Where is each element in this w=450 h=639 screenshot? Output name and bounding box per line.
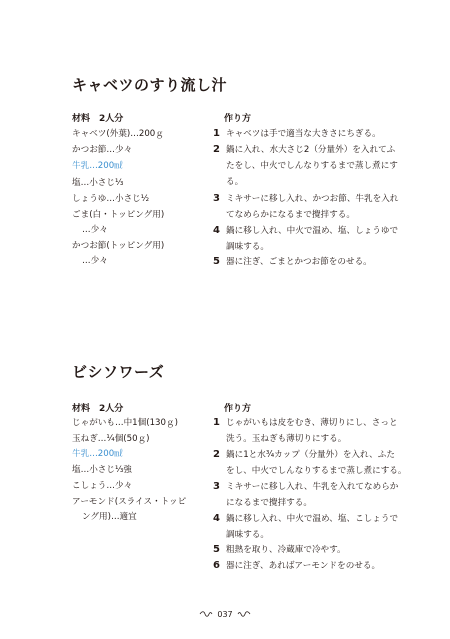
step-number: 1: [213, 128, 220, 139]
method-header: 作り方: [224, 404, 252, 414]
step-text: 鍋に移し入れ、中火で温め、塩、しょうゆで: [226, 226, 399, 236]
ingredient-item: 玉ねぎ…¼個(50ｇ): [72, 434, 150, 444]
step-text: をし、中火でしんなりするまで蒸し煮にする。: [226, 466, 407, 476]
step-text: てなめらかになるまで攪拌する。: [226, 210, 355, 220]
step-text: 器に注ぎ、あればアーモンドをのせる。: [226, 561, 381, 571]
ingredient-item: 牛乳…200㎖: [72, 449, 123, 459]
step-text: 調味する。: [226, 530, 269, 540]
step-text: 鍋に移し入れ、中火で温め、塩、こしょうで: [226, 514, 399, 524]
ingredient-item: ング用)…適宜: [82, 512, 137, 522]
ingredients-header: 材料 2人分: [72, 404, 124, 414]
recipe-title: ビシソワーズ: [72, 363, 165, 381]
page-footer: [0, 607, 450, 621]
ingredient-item: ごま(白・トッピング用): [72, 210, 165, 220]
ingredient-item: …少々: [82, 256, 108, 266]
step-number: 2: [213, 449, 220, 460]
step-text: キャベツは手で適当な大きさにちぎる。: [226, 129, 381, 139]
step-text: ミキサーに移し入れ、かつお節、牛乳を入れ: [226, 194, 399, 204]
ingredients-header: 材料 2人分: [72, 114, 124, 124]
step-text: 調味する。: [226, 242, 269, 252]
ingredient-item: 塩…小さじ⅓強: [72, 465, 132, 475]
ingredient-item: 塩…小さじ⅓: [72, 178, 124, 188]
step-text: たをし、中火でしんなりするまで蒸し煮にす: [226, 161, 398, 171]
step-text: る。: [226, 177, 244, 187]
ingredient-item: 牛乳…200㎖: [72, 161, 123, 171]
step-number: 4: [213, 225, 220, 236]
step-number: 2: [213, 144, 220, 155]
step-number: 4: [213, 513, 220, 524]
ornament-right-icon: [237, 610, 251, 618]
step-number: 3: [213, 193, 220, 204]
step-number: 3: [213, 481, 220, 492]
step-text: じゃがいもは皮をむき、薄切りにし、さっと: [226, 418, 398, 428]
step-text: になるまで攪拌する。: [226, 498, 312, 508]
step-number: 1: [213, 417, 220, 428]
step-number: 6: [213, 560, 220, 571]
ingredient-item: …少々: [82, 225, 108, 235]
step-number: 5: [213, 256, 220, 267]
step-text: 洗う。玉ねぎも薄切りにする。: [226, 434, 347, 444]
method-header: 作り方: [224, 114, 252, 124]
ingredient-item: アーモンド(スライス・トッピ: [72, 497, 187, 507]
page-number: 037: [217, 609, 233, 619]
ingredient-item: キャベツ(外葉)…200ｇ: [72, 129, 164, 139]
step-text: 器に注ぎ、ごまとかつお節をのせる。: [226, 257, 372, 267]
recipe-title: キャベツのすり流し汁: [72, 76, 228, 94]
step-text: ミキサーに移し入れ、牛乳を入れてなめらか: [226, 482, 399, 492]
ingredient-item: かつお節…少々: [72, 145, 133, 155]
step-text: 鍋に1と水¾カップ（分量外）を入れ、ふた: [226, 450, 395, 460]
ingredient-item: じゃがいも…中1個(130ｇ): [72, 418, 178, 428]
ingredient-item: かつお節(トッピング用): [72, 241, 165, 251]
ornament-left-icon: [199, 610, 213, 618]
ingredient-item: しょうゆ…小さじ½: [72, 194, 150, 204]
step-number: 5: [213, 544, 220, 555]
step-text: 鍋に入れ、水大さじ2（分量外）を入れてふ: [226, 145, 396, 155]
step-text: 粗熱を取り、冷蔵庫で冷やす。: [226, 545, 346, 555]
ingredient-item: こしょう…少々: [72, 481, 133, 491]
